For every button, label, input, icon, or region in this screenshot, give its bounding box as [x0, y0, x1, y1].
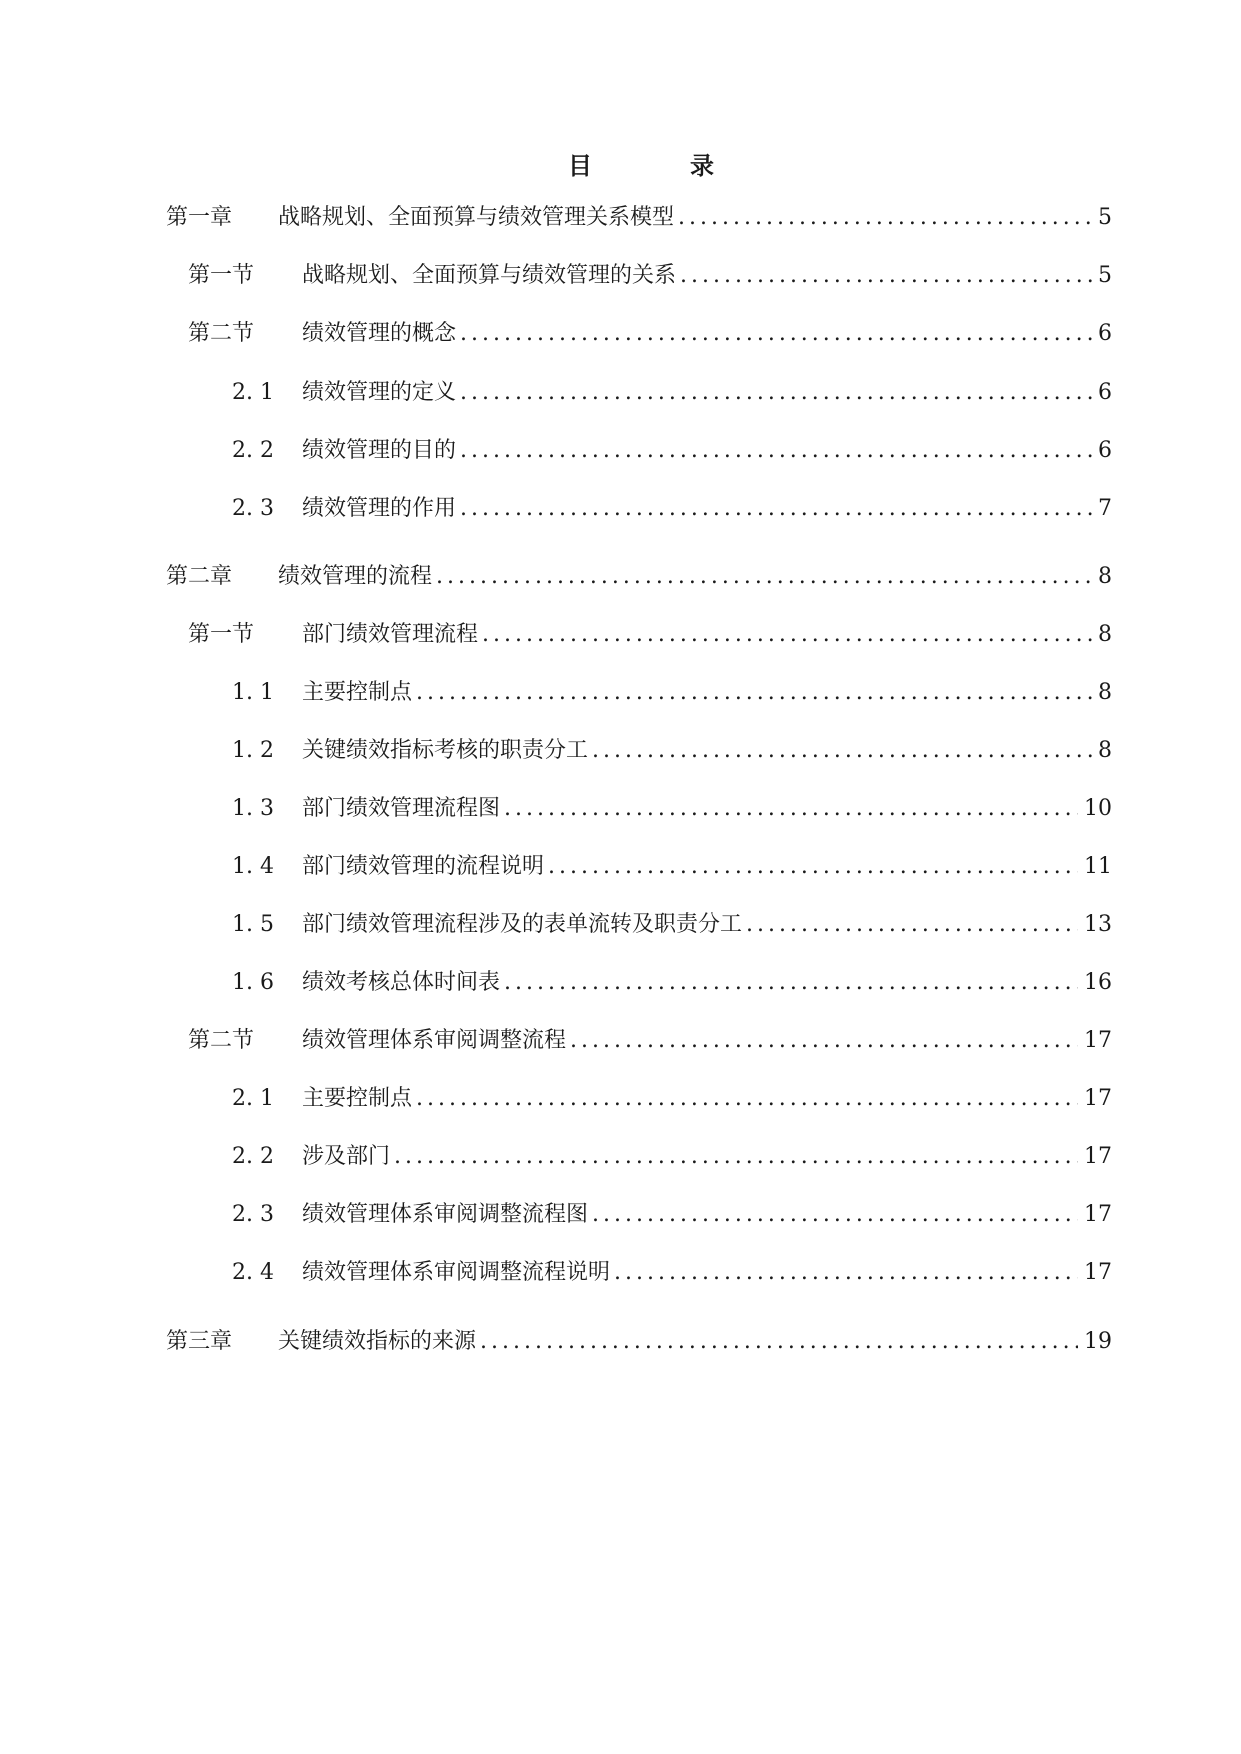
- toc-entry-number: 1. 6: [232, 970, 274, 995]
- toc-dot-leader: [480, 1327, 1078, 1357]
- toc-entry-number: 2. 2: [232, 1144, 274, 1169]
- toc-chapter-entry[interactable]: [166, 203, 1112, 233]
- toc-entry-page: 5: [1098, 263, 1112, 288]
- toc-section-entry[interactable]: [188, 261, 1112, 291]
- toc-entry-page: 10: [1084, 796, 1112, 821]
- toc-entry-label: 部门绩效管理流程: [302, 622, 479, 647]
- toc-subsection-entry[interactable]: [232, 1200, 1112, 1230]
- toc-entry-number: 1. 5: [232, 912, 274, 937]
- toc-entry-page: 8: [1098, 564, 1112, 589]
- toc-entry-label: 绩效管理体系审阅调整流程图: [302, 1202, 589, 1227]
- toc-entry-label: 关键绩效指标的来源: [278, 1329, 477, 1354]
- toc-entry-label: 战略规划、全面预算与绩效管理关系模型: [278, 205, 675, 230]
- toc-entry-page: 17: [1084, 1028, 1112, 1053]
- toc-dot-leader: [678, 203, 1092, 233]
- toc-section-entry[interactable]: [188, 319, 1112, 349]
- toc-entry-label: 部门绩效管理流程图: [302, 796, 501, 821]
- toc-entry-page: 17: [1084, 1260, 1112, 1285]
- toc-subsection-entry[interactable]: [232, 852, 1112, 882]
- toc-dot-leader: [680, 261, 1092, 291]
- toc-entry-page: 6: [1098, 321, 1112, 346]
- toc-subsection-entry[interactable]: [232, 494, 1112, 524]
- toc-dot-leader: [570, 1026, 1078, 1056]
- toc-subsection-entry[interactable]: [232, 910, 1112, 940]
- toc-entry-number: 第二节: [188, 321, 255, 346]
- toc-entry-page: 6: [1098, 380, 1112, 405]
- toc-entry-page: 5: [1098, 205, 1112, 230]
- toc-entry-number: 2. 1: [232, 380, 274, 405]
- toc-entry-label: 绩效管理的概念: [302, 321, 457, 346]
- toc-entry-page: 8: [1098, 738, 1112, 763]
- toc-entry-page: 8: [1098, 622, 1112, 647]
- toc-dot-leader: [592, 736, 1092, 766]
- toc-entry-label: 涉及部门: [302, 1144, 391, 1169]
- toc-title-char-2: 录: [690, 152, 714, 180]
- toc-entry-page: 8: [1098, 680, 1112, 705]
- toc-entry-number: 第二章: [166, 564, 233, 589]
- toc-entry-page: 13: [1084, 912, 1112, 937]
- toc-entry-label: 绩效考核总体时间表: [302, 970, 501, 995]
- toc-entry-number: 2. 1: [232, 1086, 274, 1111]
- toc-entry-number: 1. 2: [232, 738, 274, 763]
- toc-entry-page: 6: [1098, 438, 1112, 463]
- toc-dot-leader: [460, 378, 1092, 408]
- toc-chapter-entry[interactable]: [166, 562, 1112, 592]
- toc-entry-page: 7: [1098, 496, 1112, 521]
- toc-entry-label: 部门绩效管理的流程说明: [302, 854, 545, 879]
- toc-title-char-1: 目: [568, 152, 592, 180]
- toc-entry-number: 第一节: [188, 263, 255, 288]
- toc-entry-page: 17: [1084, 1144, 1112, 1169]
- toc-subsection-entry[interactable]: [232, 378, 1112, 408]
- toc-entry-label: 关键绩效指标考核的职责分工: [302, 738, 589, 763]
- toc-section-entry[interactable]: [188, 1026, 1112, 1056]
- toc-entry-number: 2. 4: [232, 1260, 274, 1285]
- toc-entry-label: 主要控制点: [302, 680, 413, 705]
- toc-subsection-entry[interactable]: [232, 1258, 1112, 1288]
- toc-entry-page: 17: [1084, 1202, 1112, 1227]
- toc-entry-number: 第二节: [188, 1028, 255, 1053]
- toc-entry-label: 绩效管理的目的: [302, 438, 457, 463]
- toc-entry-label: 绩效管理的流程: [278, 564, 433, 589]
- toc-subsection-entry[interactable]: [232, 1142, 1112, 1172]
- toc-entry-number: 1. 1: [232, 680, 274, 705]
- toc-entry-page: 19: [1084, 1329, 1112, 1354]
- toc-entry-label: 战略规划、全面预算与绩效管理的关系: [302, 263, 677, 288]
- toc-dot-leader: [504, 794, 1078, 824]
- toc-entry-number: 2. 2: [232, 438, 274, 463]
- toc-entry-number: 2. 3: [232, 1202, 274, 1227]
- toc-dot-leader: [416, 678, 1092, 708]
- toc-dot-leader: [504, 968, 1078, 998]
- toc-entry-label: 绩效管理体系审阅调整流程说明: [302, 1260, 611, 1285]
- toc-entry-label: 绩效管理体系审阅调整流程: [302, 1028, 567, 1053]
- toc-dot-leader: [394, 1142, 1078, 1172]
- toc-entry-label: 部门绩效管理流程涉及的表单流转及职责分工: [302, 912, 743, 937]
- toc-dot-leader: [592, 1200, 1078, 1230]
- toc-subsection-entry[interactable]: [232, 678, 1112, 708]
- toc-dot-leader: [460, 319, 1092, 349]
- toc-entry-number: 第一章: [166, 205, 233, 230]
- toc-entry-number: 2. 3: [232, 496, 274, 521]
- toc-entry-number: 1. 4: [232, 854, 274, 879]
- toc-subsection-entry[interactable]: [232, 968, 1112, 998]
- toc-entry-page: 16: [1084, 970, 1112, 995]
- toc-dot-leader: [416, 1084, 1078, 1114]
- toc-dot-leader: [746, 910, 1078, 940]
- toc-entry-label: 主要控制点: [302, 1086, 413, 1111]
- toc-entry-number: 第一节: [188, 622, 255, 647]
- toc-chapter-entry[interactable]: [166, 1327, 1112, 1357]
- toc-entry-label: 绩效管理的定义: [302, 380, 457, 405]
- toc-subsection-entry[interactable]: [232, 794, 1112, 824]
- toc-subsection-entry[interactable]: [232, 436, 1112, 466]
- toc-dot-leader: [548, 852, 1078, 882]
- toc-entry-label: 绩效管理的作用: [302, 496, 457, 521]
- toc-dot-leader: [482, 620, 1092, 650]
- toc-subsection-entry[interactable]: [232, 736, 1112, 766]
- toc-entry-page: 11: [1084, 854, 1112, 879]
- toc-dot-leader: [436, 562, 1092, 592]
- toc-entry-number: 1. 3: [232, 796, 274, 821]
- toc-dot-leader: [614, 1258, 1078, 1288]
- toc-dot-leader: [460, 494, 1092, 524]
- toc-entry-number: 第三章: [166, 1329, 233, 1354]
- toc-entry-page: 17: [1084, 1086, 1112, 1111]
- toc-dot-leader: [460, 436, 1092, 466]
- toc-section-entry[interactable]: [188, 620, 1112, 650]
- toc-subsection-entry[interactable]: [232, 1084, 1112, 1114]
